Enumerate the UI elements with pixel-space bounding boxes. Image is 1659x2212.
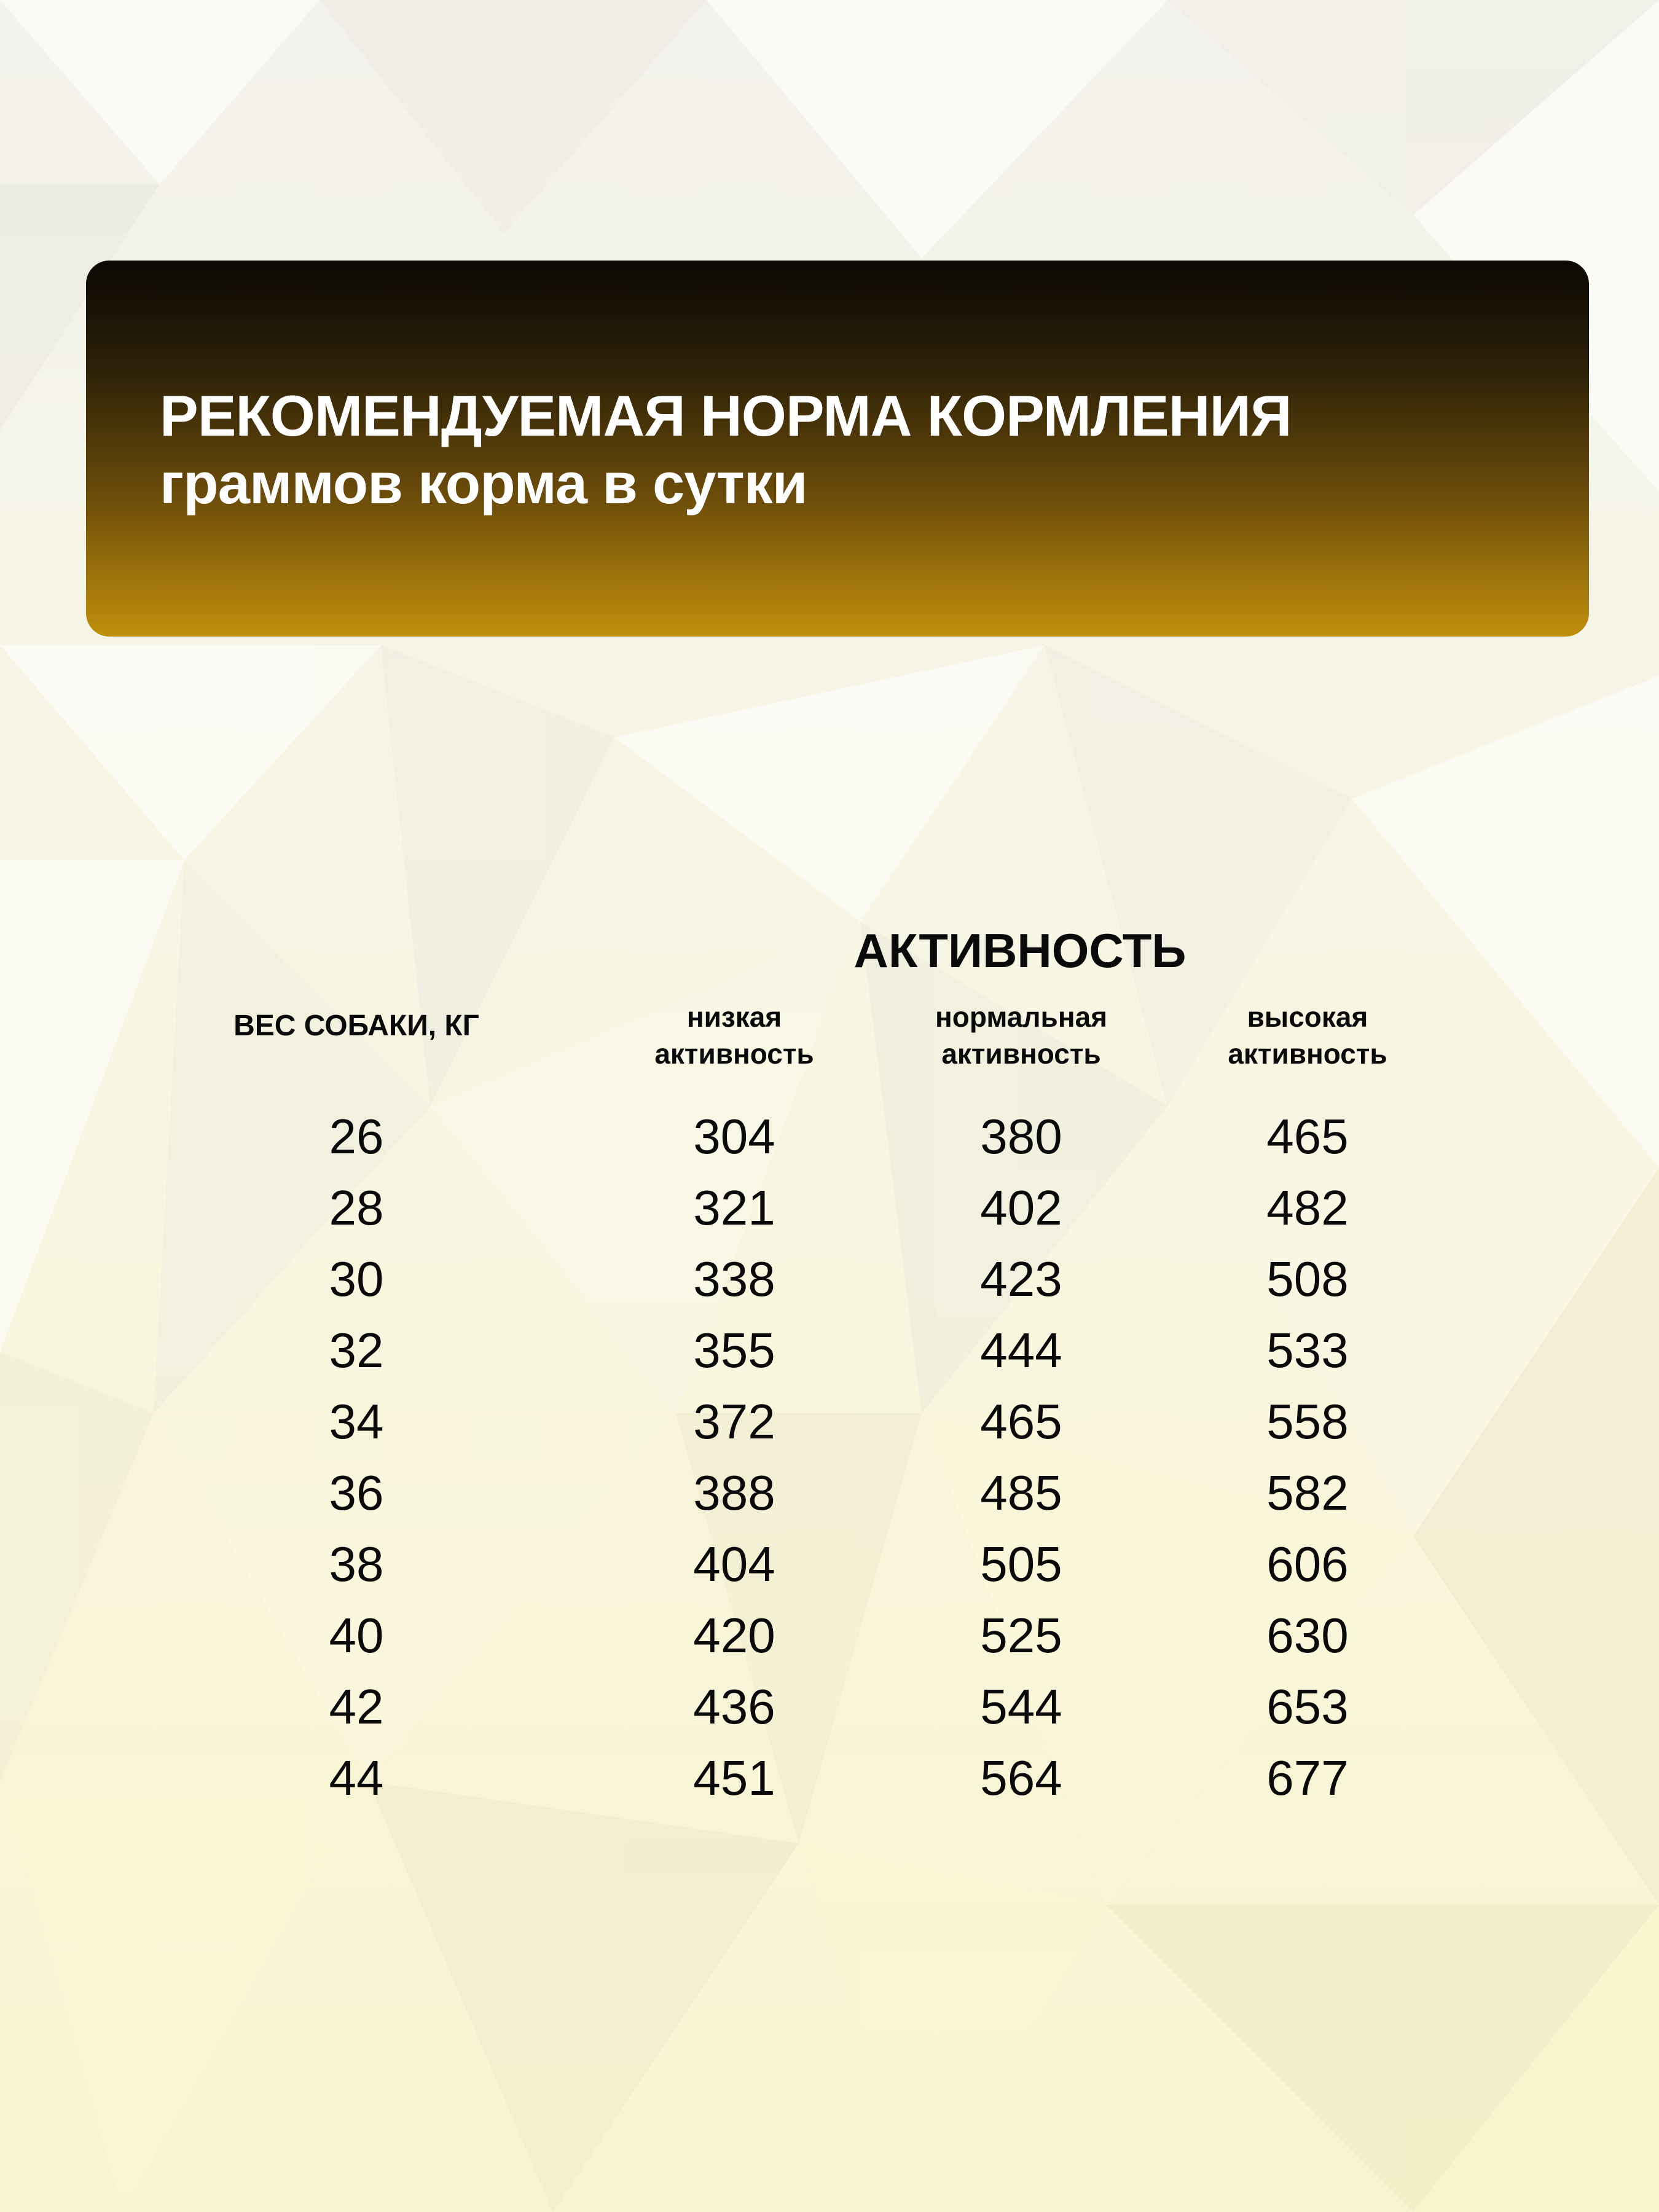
high-activity-cell: 653: [1266, 1679, 1349, 1734]
normal-activity-header-line1: нормальная: [935, 1001, 1108, 1033]
low-activity-cell: 338: [693, 1252, 775, 1306]
low-activity-header: [611, 998, 857, 1072]
weight-cell: 32: [329, 1323, 384, 1378]
weight-cell: 40: [329, 1608, 384, 1663]
high-activity-cell: 482: [1266, 1180, 1349, 1235]
weight-cell: 30: [329, 1252, 384, 1306]
low-activity-header-line2: активность: [654, 1038, 814, 1070]
feeding-table-body: [0, 1106, 1659, 1819]
high-activity-header-line2: активность: [1228, 1038, 1387, 1070]
high-activity-cell: 677: [1266, 1751, 1349, 1805]
high-activity-cell: 533: [1266, 1323, 1349, 1378]
high-activity-header-line1: высокая: [1247, 1001, 1368, 1033]
table-row: [0, 1249, 1659, 1320]
table-row: [0, 1177, 1659, 1249]
weight-cell: 44: [329, 1751, 384, 1805]
low-activity-cell: 404: [693, 1537, 775, 1591]
low-activity-header-line1: низкая: [686, 1001, 782, 1033]
weight-cell: 28: [329, 1180, 384, 1235]
banner-title: РЕКОМЕНДУЕМАЯ НОРМА КОРМЛЕНИЯ: [160, 383, 1292, 448]
normal-activity-cell: 544: [980, 1679, 1062, 1734]
weight-cell: 42: [329, 1679, 384, 1734]
high-activity-cell: 508: [1266, 1252, 1349, 1306]
low-activity-cell: 304: [693, 1109, 775, 1164]
low-activity-cell: 355: [693, 1323, 775, 1378]
normal-activity-cell: 505: [980, 1537, 1062, 1591]
weight-cell: 26: [329, 1109, 384, 1164]
normal-activity-cell: 485: [980, 1465, 1062, 1520]
table-row: [0, 1320, 1659, 1391]
table-row: [0, 1106, 1659, 1177]
weight-cell: 38: [329, 1537, 384, 1591]
normal-activity-cell: 564: [980, 1751, 1062, 1805]
high-activity-cell: 606: [1266, 1537, 1349, 1591]
normal-activity-cell: 402: [980, 1180, 1062, 1235]
weight-cell: 36: [329, 1465, 384, 1520]
low-activity-cell: 436: [693, 1679, 775, 1734]
normal-activity-header: [898, 998, 1144, 1072]
table-row: [0, 1605, 1659, 1676]
low-activity-cell: 321: [693, 1180, 775, 1235]
high-activity-cell: 558: [1266, 1394, 1349, 1449]
table-row: [0, 1534, 1659, 1605]
low-activity-cell: 451: [693, 1751, 775, 1805]
normal-activity-cell: 423: [980, 1252, 1062, 1306]
low-activity-cell: 420: [693, 1608, 775, 1663]
normal-activity-cell: 444: [980, 1323, 1062, 1378]
activity-title: АКТИВНОСТЬ: [853, 924, 1186, 978]
high-activity-cell: 465: [1266, 1109, 1349, 1164]
weight-cell: 34: [329, 1394, 384, 1449]
table-row: [0, 1462, 1659, 1534]
low-activity-cell: 372: [693, 1394, 775, 1449]
table-row: [0, 1747, 1659, 1819]
banner-subtitle: граммов корма в сутки: [160, 451, 807, 516]
table-row: [0, 1676, 1659, 1747]
low-activity-cell: 388: [693, 1465, 775, 1520]
high-activity-header: [1185, 998, 1430, 1072]
normal-activity-header-line2: активность: [941, 1038, 1101, 1070]
high-activity-cell: 582: [1266, 1465, 1349, 1520]
weight-column-header: ВЕС СОБАКИ, КГ: [233, 1010, 479, 1042]
normal-activity-cell: 380: [980, 1109, 1062, 1164]
normal-activity-cell: 525: [980, 1608, 1062, 1663]
table-row: [0, 1391, 1659, 1462]
normal-activity-cell: 465: [980, 1394, 1062, 1449]
high-activity-cell: 630: [1266, 1608, 1349, 1663]
